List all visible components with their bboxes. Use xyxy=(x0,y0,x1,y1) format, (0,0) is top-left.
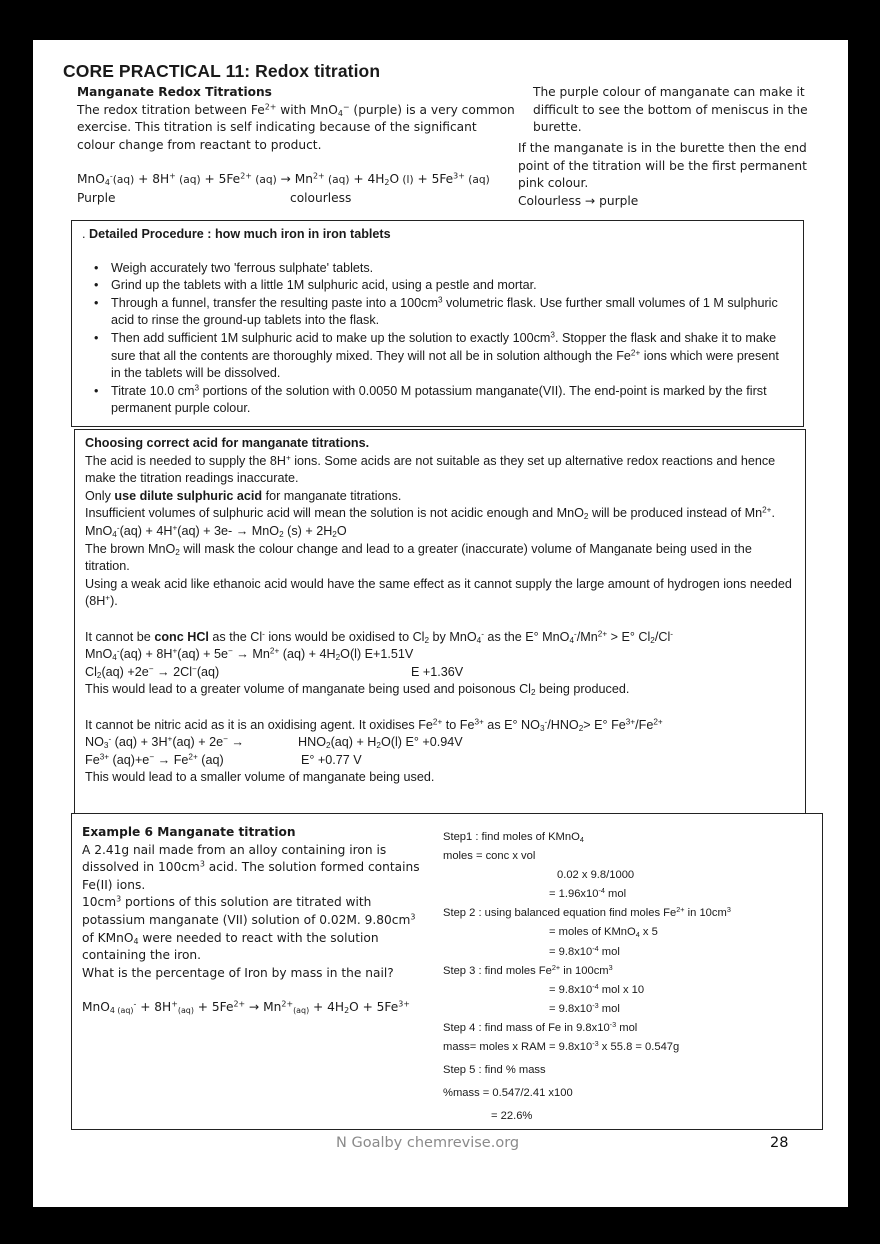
page-number: 28 xyxy=(770,1135,789,1151)
arrow-icon: → xyxy=(245,1000,264,1015)
arrow-icon: → xyxy=(227,735,244,750)
arrow-icon: → xyxy=(232,647,253,662)
arrow-icon: → xyxy=(276,172,295,186)
procedure-box xyxy=(71,220,804,427)
nitric-equation-1: $NO_3^-$ (aq) + 3H+(aq) + 2e− → $HNO_2(aq) + H_2O(l)$ E° +0.94V xyxy=(85,734,463,751)
list-item: • Grind up the tablets with a little 1M sulphuric acid, using a pestle and mortar. xyxy=(82,277,792,295)
hcl-section: It cannot be conc HCl as the Cl- ions would be oxidised to $Cl_2$ by MnO$_4$- as the E° $MnO_4^-/Mn^{2+} > E^\circ$ $Cl_2/Cl^-$ $MnO_4^-(aq) + 8H^+(aq) + 5e^- \to Mn^{2+}$ $(aq) + 4H_2O(l)$ E+1.51V $Cl_2(aq) +2e^- \to 2Cl^-(aq)$ E +1.36V This would lead to a greater volume of manganate being used and poisonous $Cl_2$ being produced. xyxy=(85,629,797,699)
step-1: Step1 : find moles of KMnO$_4$ xyxy=(443,831,584,844)
example-box xyxy=(71,813,823,1130)
arrow-icon: → xyxy=(154,752,174,767)
intro-heading: Manganate Redox Titrations xyxy=(77,85,272,99)
intro-section xyxy=(77,84,517,208)
nitric-equation-2: $Fe^{3+}$ $(aq)+e^- \to Fe^{2+}$ (aq) E° +0.77 V xyxy=(85,752,362,767)
arrow-icon: → xyxy=(581,193,600,208)
list-item: • Weigh accurately two 'ferrous sulphate' tablets. xyxy=(82,260,792,278)
list-item: • Through a funnel, transfer the resulting paste into a $100cm^3$ volumetric flask. Use further small volumes of 1 M sulphuric acid to rinse the ground-up tablets into the flask. xyxy=(82,295,792,330)
equation-labels xyxy=(77,190,517,208)
page-title: CORE PRACTICAL 11: Redox titration xyxy=(63,61,381,81)
example-solution: Step1 : find moles of KMnO$_4$ moles = conc x vol 0.02 x 9.8/1000 = $1.96x10^{-4}$ mol Step 2 : using balanced equation find moles $Fe^{2+}$ in $10cm^3$ = moles of KMnO$_4$ x 5 = $9.8x10^{-4}$ mol Step 3 : find moles $Fe^{2+}$ in $100cm^3$ = $9.8x10^{-4}$ mol x 10 = $9.8x10^{-3}$ mol Step 4 : find mass of Fe in $9.8x10^{-3}$ mol mass= moles x RAM = $9.8x10^{-3}$ x 55.8 = 0.547g Step 5 : find % mass %mass = 0.547/2.41 x100 = 22.6% xyxy=(443,828,813,1126)
acid-paragraph: The brown MnO$_2$ will mask the colour change and lead to a greater (inaccurate) volume of Manganate being used in the titration. xyxy=(85,541,752,574)
arrow-icon: → xyxy=(235,523,249,538)
procedure-list xyxy=(82,260,792,418)
mno2-equation: MnO$_4$-(aq) + 4H+(aq) + 3e- → MnO$_2$ $(s) + 2H_2O$ xyxy=(85,523,347,540)
sidenote-endpoint: If the manganate is in the burette then the end point of the titration will be the first permanent pink colour. Colourless → purple xyxy=(518,141,807,208)
nitric-section: It cannot be nitric acid as it is an oxidising agent. It oxidises $Fe^{2+}$ to $Fe^{3+}$ as E° $NO_3^-/HNO_2> E^\circ$ $Fe^{3+}/Fe^{2+}$ $NO_3^-$ (aq) + 3H+(aq) + 2e− → $HNO_2(aq) + H_2O(l)$ E° +0.94V $Fe^{3+}$ $(aq)+e^- \to Fe^{2+}$ (aq) E° +0.77 V This would lead to a smaller volume of manganate being used. xyxy=(85,717,797,787)
acid-paragraph: Only use dilute sulphuric acid for manganate titrations. xyxy=(85,488,402,503)
document-page xyxy=(33,40,848,1207)
arrow-icon: → xyxy=(153,664,174,679)
list-item: • Titrate 10.0 $cm^3$ portions of the solution with 0.0050 M potassium manganate(VII). The end-point is marked by the first permanent purple colour. xyxy=(82,383,792,418)
hcl-equation-2: $Cl_2(aq) +2e^- \to 2Cl^-(aq)$ E +1.36V xyxy=(85,664,464,680)
label-colourless: colourless xyxy=(290,190,352,205)
example-heading: Example 6 Manganate titration xyxy=(82,825,296,839)
sidenote-meniscus: The purple colour of manganate can make it difficult to see the bottom of meniscus in the burette. xyxy=(533,85,808,134)
example-equation: $MnO_{4 (aq)}^- + 8H^+_{(aq)} + 5Fe^{2+} \to Mn^{2+}_{(aq)} + 4H_2O + 5Fe^{3+}$ xyxy=(82,999,410,1016)
acid-choice-box xyxy=(74,429,806,817)
list-item: • Then add sufficient 1M sulphuric acid to make up the solution to exactly $100cm^3$. Stopper the flask and shake it to make sure that all the contents are thoroughly mixed. They will not all be in solution although the $Fe^{2+}$ ions which were present in the tablets will be dissolved. xyxy=(82,330,792,383)
footer-credit: N Goalby chemrevise.org xyxy=(336,1135,520,1151)
step-3: Step 3 : find moles $Fe^{2+}$ in $100cm^3$ xyxy=(443,962,613,977)
intro-paragraph: The redox titration between $Fe^{2+}$ with MnO$_4$− (purple) is a very common exercise. This titration is self indicating because of the significant colour change from reactant to product. xyxy=(77,102,515,152)
nitric-conclusion: This would lead to a smaller volume of manganate being used. xyxy=(85,770,435,785)
step-4: Step 4 : find mass of Fe in $9.8x10^{-3}$ mol xyxy=(443,1019,638,1034)
label-purple: Purple xyxy=(77,190,116,205)
acid-heading: Choosing correct acid for manganate titrations. xyxy=(85,436,370,450)
example-question: Example 6 Manganate titration A 2.41g nail made from an alloy containing iron is dissolved in $100cm^3$ acid. The solution formed contains Fe(II) ions. $10cm^3$ portions of this solution are titrated with potassium manganate (VII) solution of 0.02M. $9.80cm^3$ of KMnO$_4$ were needed to react with the solution containing the iron. What is the percentage of Iron by mass in the nail? $MnO_{4 (aq)}^- + 8H^+_{(aq)} + 5Fe^{2+} \to Mn^{2+}_{(aq)} + 4H_2O + 5Fe^{3+}$ xyxy=(82,824,422,1017)
hcl-conclusion: This would lead to a greater volume of manganate being used and poisonous $Cl_2$ being produced. xyxy=(85,682,630,698)
step-2: Step 2 : using balanced equation find moles $Fe^{2+}$ in $10cm^3$ xyxy=(443,905,731,920)
step-5: Step 5 : find % mass xyxy=(443,1064,546,1077)
intro-equation: MnO$_4$-(aq) + 8H+ $(aq) + 5Fe^{2+}$ $(aq) \to Mn^{2+}$ $(aq) + 4H_2O$ $(l) + 5Fe^{3+}$ (aq) xyxy=(77,171,490,187)
acid-paragraph: The acid is needed to supply the 8H+ ions. Some acids are not suitable as they set up alternative redox reactions and hence make the titration readings inaccurate. xyxy=(85,453,776,486)
acid-paragraph: Insufficient volumes of sulphuric acid will mean the solution is not acidic enough and MnO$_2$ will be produced instead of $Mn^{2+}$. xyxy=(85,505,775,522)
final-answer: = 22.6% xyxy=(491,1110,533,1123)
procedure-heading: . Detailed Procedure : how much iron in iron tablets xyxy=(82,227,391,241)
hcl-equation-1: $MnO_4^-(aq) + 8H^+(aq) + 5e^- \to Mn^{2+}$ $(aq) + 4H_2O(l)$ E+1.51V xyxy=(85,646,414,663)
acid-paragraph: Using a weak acid like ethanoic acid would have the same effect as it cannot supply the large amount of hydrogen ions needed (8H+). xyxy=(85,576,792,609)
